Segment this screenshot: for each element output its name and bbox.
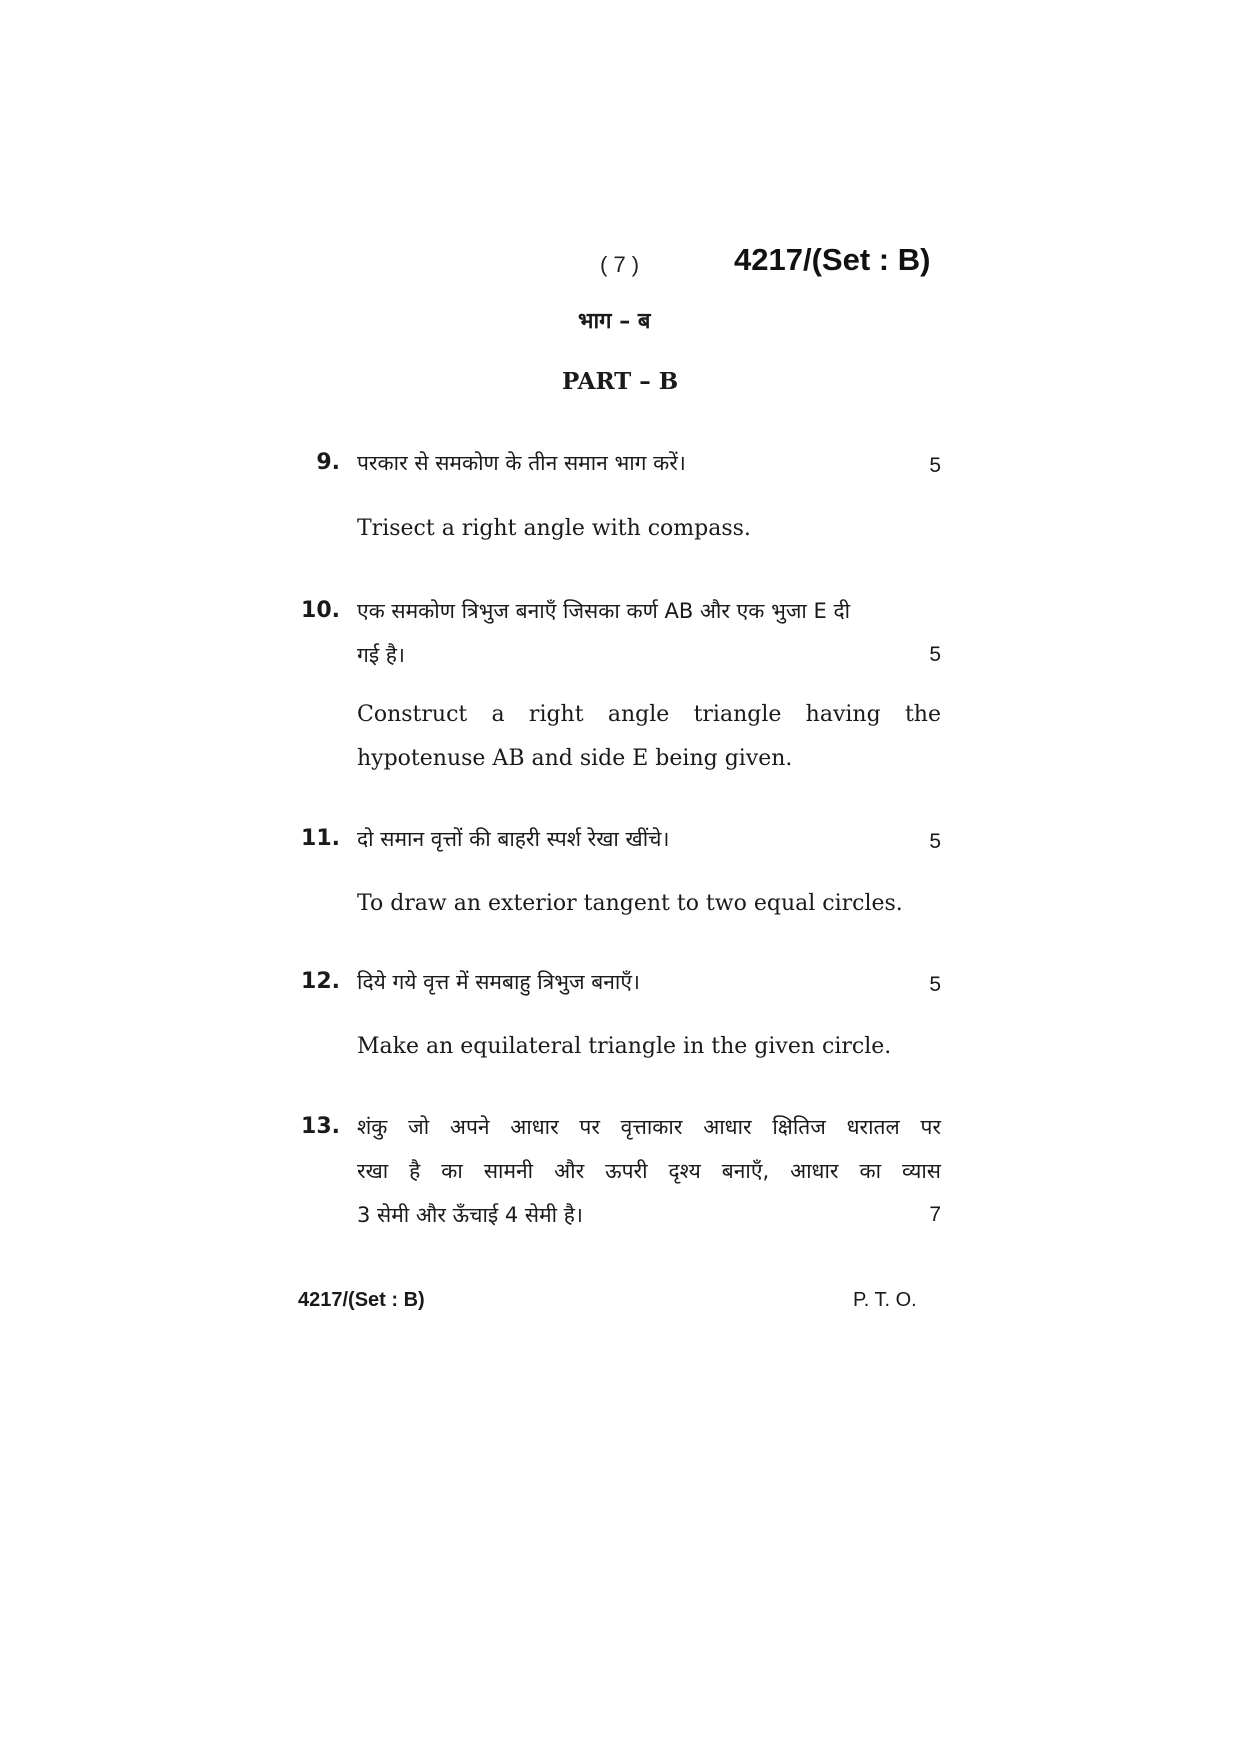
question-marks: 5 [929, 973, 941, 996]
question-marks: 5 [929, 643, 941, 666]
question-text-english: Trisect a right angle with compass. [357, 516, 751, 541]
question-marks: 5 [929, 830, 941, 853]
page-number: ( 7 ) [600, 252, 640, 277]
question-text-hindi-line-text: एक समकोण त्रिभुज बनाएँ जिसका कर्ण AB और एक भुजा E दी [357, 599, 851, 623]
paper-code-footer: 4217/(Set : B) [298, 1289, 425, 1311]
question-text-hindi-line: शंकु जो अपने आधार पर वृत्ताकार आधार क्षितिज धरातल पर [357, 1115, 941, 1139]
paper-code-header: 4217/(Set : B) [734, 242, 931, 277]
question-text-hindi [357, 589, 941, 677]
question-text-hindi [357, 1105, 941, 1237]
question-number: 9. [316, 450, 340, 475]
question-text-english [357, 693, 941, 781]
question-text-hindi-line: रखा है का सामनी और ऊपरी दृश्य बनाएँ, आधार का व्यास [357, 1159, 941, 1183]
question-text-hindi-line: गई है। [357, 643, 405, 667]
question-text-hindi: परकार से समकोण के तीन समान भाग करें। [357, 451, 686, 475]
question-marks: 5 [929, 454, 941, 477]
please-turn-over: P. T. O. [853, 1289, 917, 1311]
question-text-hindi: दिये गये वृत्त में समबाहु त्रिभुज बनाएँ। [357, 970, 640, 994]
question-number: 11. [301, 826, 340, 851]
question-number: 13. [301, 1114, 340, 1139]
question-number: 10. [301, 598, 340, 623]
question-number: 12. [301, 969, 340, 994]
question-text-hindi-line [357, 589, 941, 633]
question-text-english-line: Construct a right angle triangle having the [357, 702, 941, 727]
question-text-hindi: दो समान वृत्तों की बाहरी स्पर्श रेखा खींचे। [357, 827, 670, 851]
question-text-english: Make an equilateral triangle in the given circle. [357, 1034, 892, 1059]
part-heading-hindi: भाग – ब [578, 309, 651, 334]
part-heading-english: PART – B [562, 368, 679, 395]
question-text-english-line: hypotenuse AB and side E being given. [357, 746, 793, 771]
question-text-english: To draw an exterior tangent to two equal circles. [357, 891, 903, 916]
question-text-hindi-line: 3 सेमी और ऊँचाई 4 सेमी है। [357, 1203, 583, 1227]
question-marks: 7 [929, 1203, 941, 1226]
